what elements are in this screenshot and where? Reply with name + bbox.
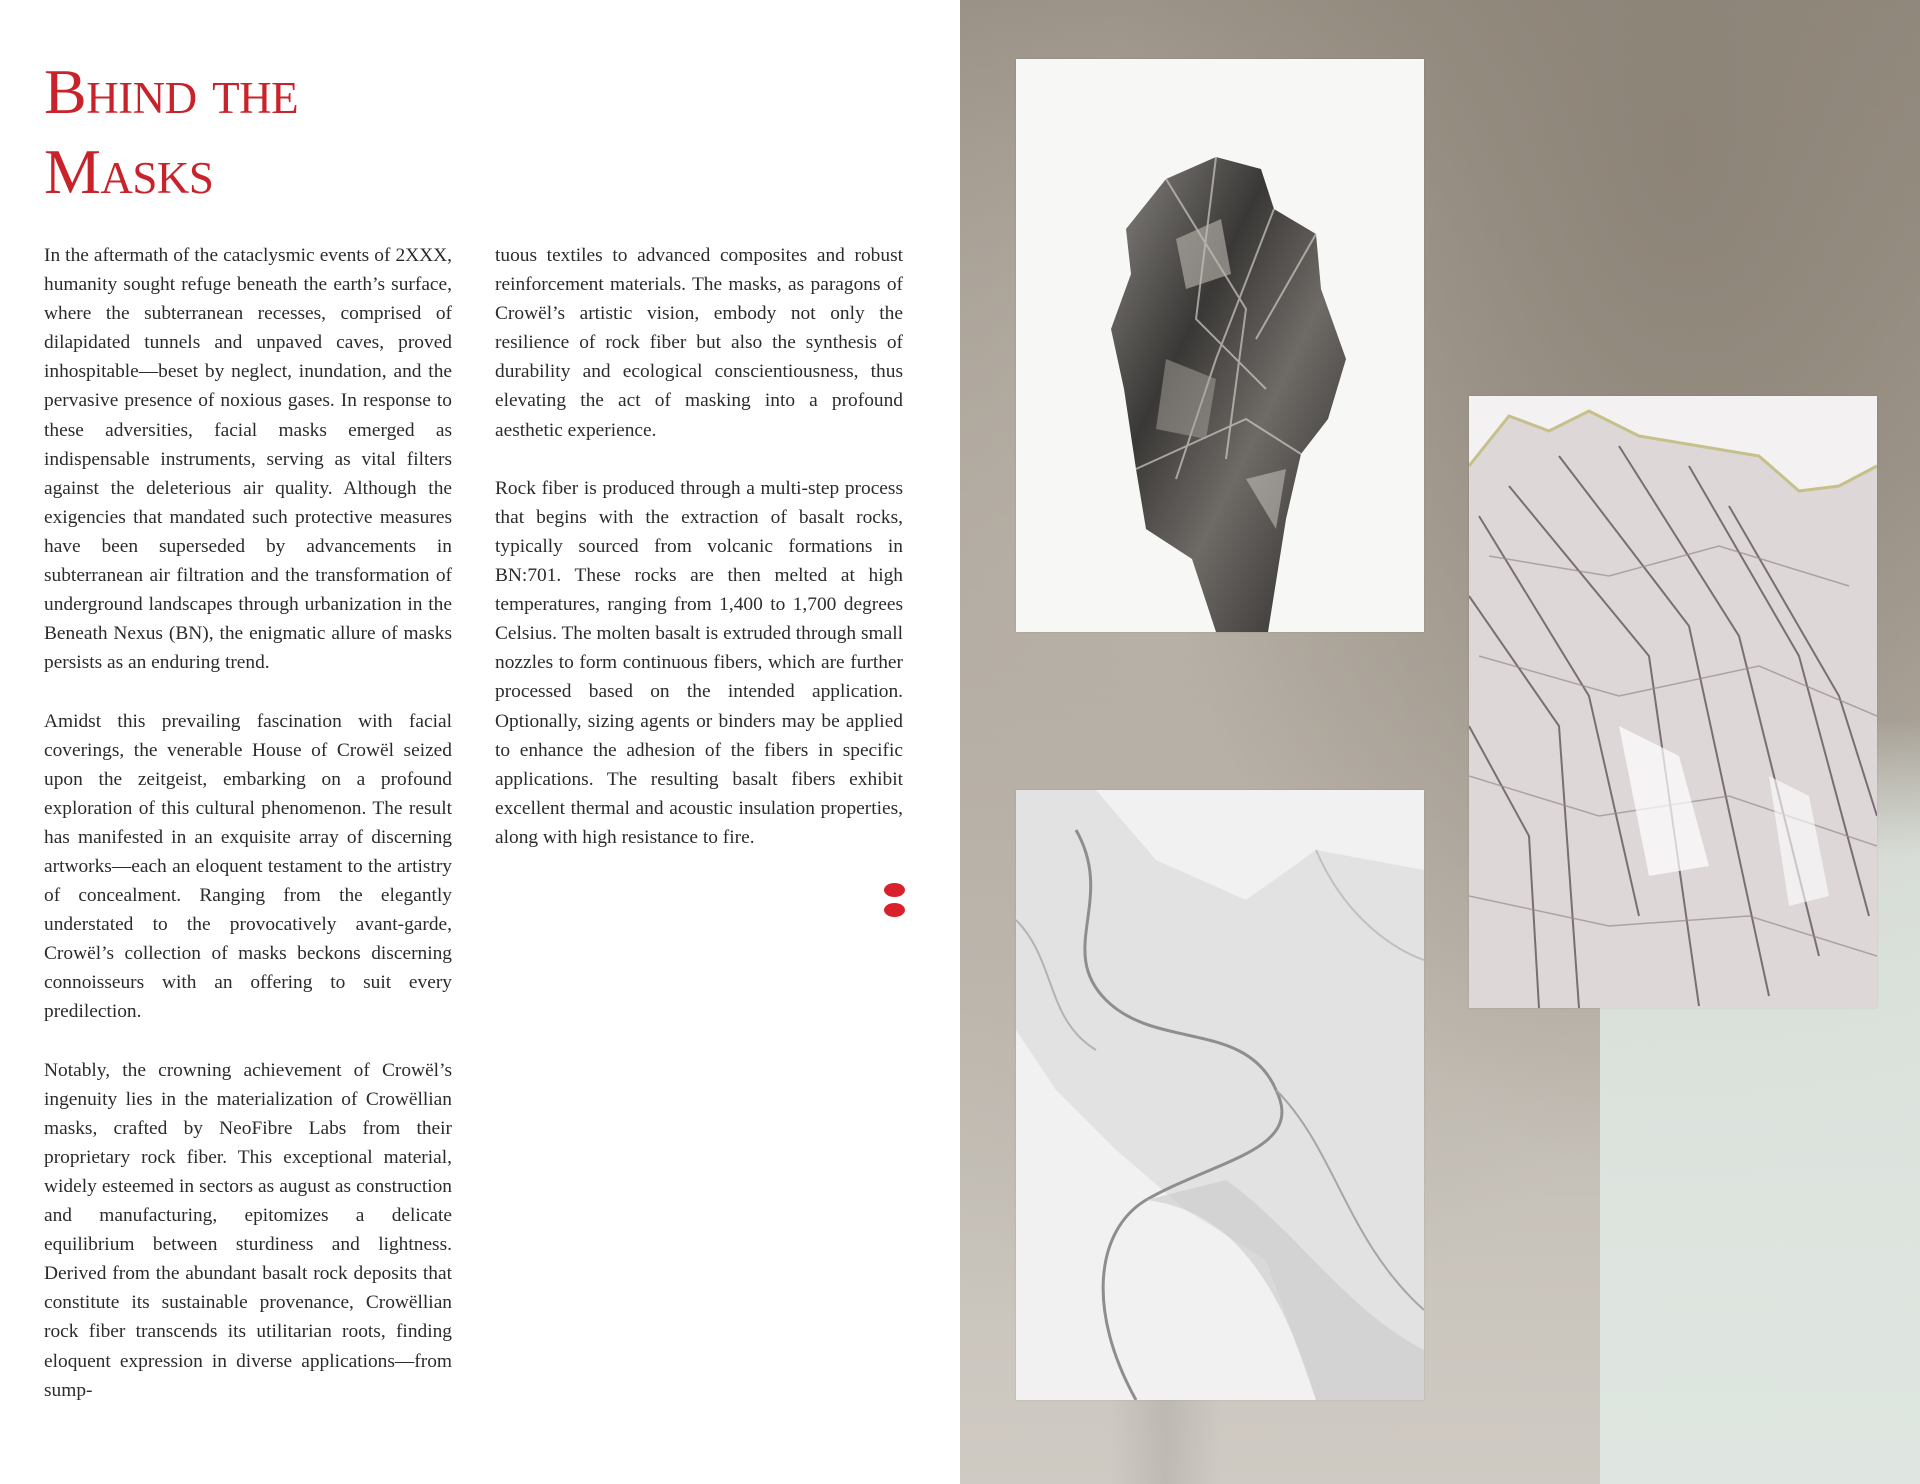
fabric-folds-photo <box>1016 790 1424 1400</box>
end-of-article-mark <box>884 883 908 923</box>
title-line-1: Bhind the <box>44 56 299 127</box>
paragraph: In the aftermath of the cataclysmic events of 2XXX, humanity sought refuge beneath the earth’s surface, where the subterranean recesses, comprised of dilapidated tunnels and unpaved caves, proved inhospitable—beset by neglect, inundation, and the pervasive presence of noxious gases. In response to these adversities, facial masks emerged as indispensable instruments, serving as vital filters against the deleterious air quality. Although the exigencies that mandated such protective measures have been superseded by advancements in subterranean air filtration and the transformation of underground landscapes through urbanization in the Beneath Nexus (BN), the enigmatic allure of masks persists as an enduring trend. <box>44 245 452 674</box>
crystal-rock-photo <box>1016 59 1424 632</box>
text-column-2 <box>495 241 903 881</box>
article-title <box>44 52 484 212</box>
paragraph: Notably, the crowning achievement of Crowël’s ingenuity lies in the materialization of Crowëllian masks, crafted by NeoFibre Labs from their proprietary rock fiber. This exceptional material, widely esteemed in sectors as august as construction and manufacturing, epitomizes a delicate equilibrium between sturdiness and lightness. Derived from the abundant basalt rock deposits that constitute its sustainable provenance, Crowëllian rock fiber transcends its utilitarian roots, finding eloquent expression in diverse applications—from sump- <box>44 1059 452 1401</box>
fibrous-rock-photo <box>1469 396 1877 1008</box>
title-line-2: Masks <box>44 136 214 207</box>
text-column-1 <box>44 241 452 1434</box>
paragraph: Rock fiber is produced through a multi-step process that begins with the extraction of basalt rocks, typically sourced from volcanic formations in BN:701. These rocks are then melted at high temperatures, ranging from 1,400 to 1,700 degrees Celsius. The molten basalt is extruded through small nozzles to form continuous fibers, which are further processed based on the intended application. Optionally, sizing agents or binders may be applied to enhance the adhesion of the fibers in specific applications. The resulting basalt fibers exhibit excellent thermal and acoustic insulation properties, along with high resistance to fire. <box>495 477 903 848</box>
end-mark-dot <box>884 903 905 917</box>
end-mark-dot <box>884 883 905 897</box>
paragraph: tuous textiles to advanced composites and robust reinforcement materials. The masks, as paragons of Crowël’s artistic vision, embody not only the resilience of rock fiber but also the synthesis of durability and ecological conscientiousness, thus elevating the act of masking into a profound aesthetic experience. <box>495 245 903 441</box>
paragraph: Amidst this prevailing fascination with facial coverings, the venerable House of Crowël seized upon the zeitgeist, embarking on a profound exploration of this cultural phenomenon. The result has manifested in an exquisite array of discerning artworks—each an eloquent testament to the artistry of concealment. Ranging from the elegantly understated to the provocatively avant-garde, Crowël’s collection of masks beckons discerning connoisseurs with an offering to suit every predilection. <box>44 710 452 1023</box>
